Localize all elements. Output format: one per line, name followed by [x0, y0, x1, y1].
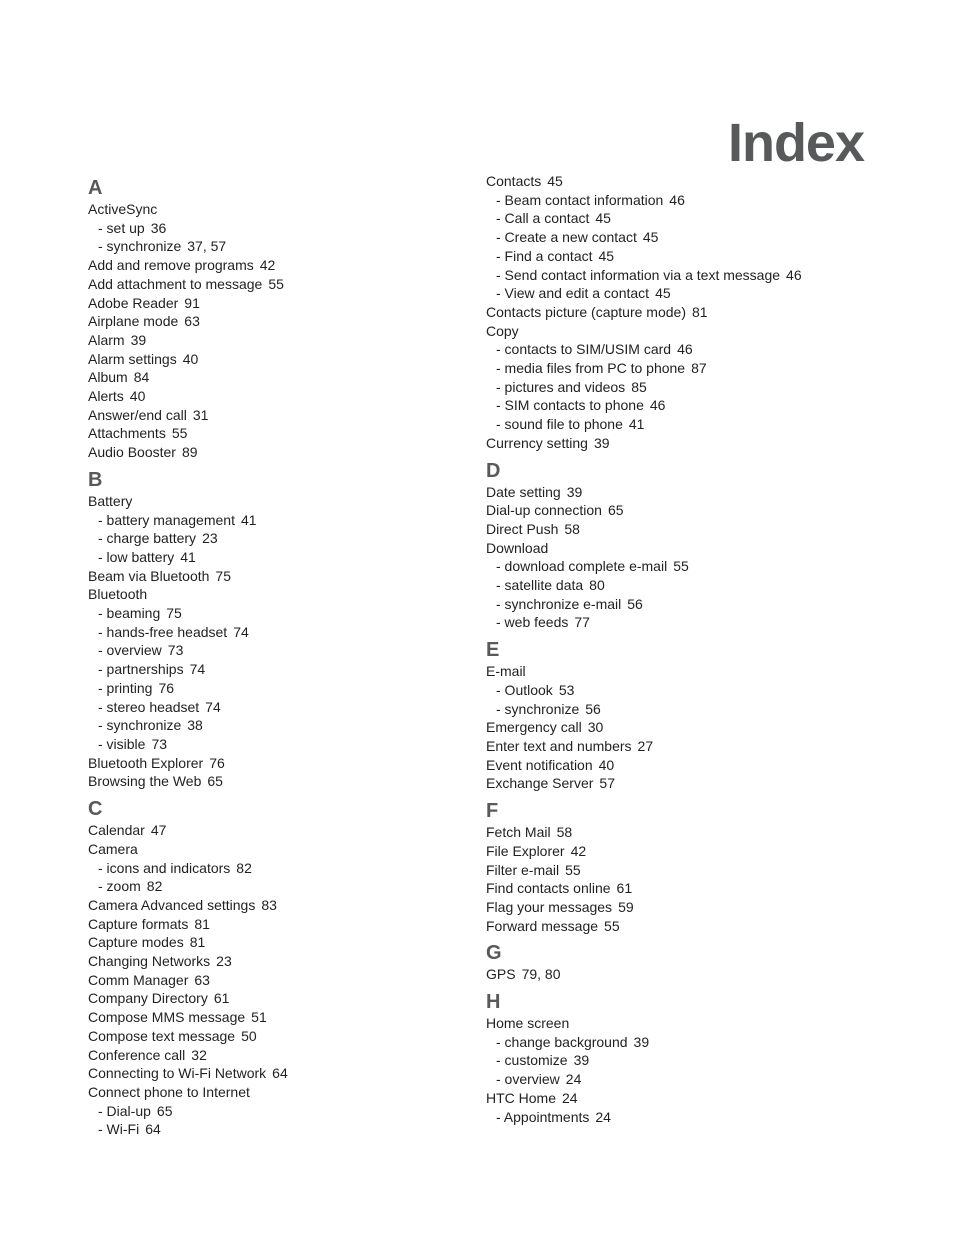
- entry-page-number: 64: [145, 1121, 161, 1138]
- entry-page-number: 23: [202, 530, 218, 547]
- entry-term: Forward message: [486, 917, 599, 934]
- entry-page-number: 41: [628, 416, 645, 433]
- entry-term: - View and edit a contact: [496, 285, 650, 302]
- index-entry: [88, 952, 468, 971]
- index-entry: [486, 861, 866, 880]
- entry-term: Emergency call: [486, 719, 582, 736]
- entry-page-number: 47: [150, 822, 167, 839]
- entry-term: Contacts: [486, 173, 542, 189]
- entry-page-number: 45: [595, 210, 611, 227]
- entry-term: Browsing the Web: [88, 773, 202, 790]
- entry-page-number: 79, 80: [521, 966, 561, 983]
- index-entry: [486, 718, 866, 737]
- index-entry: [88, 971, 468, 990]
- entry-term: Exchange Server: [486, 775, 594, 792]
- index-subentry: [486, 378, 866, 397]
- entry-term: - SIM contacts to phone: [496, 397, 644, 414]
- entry-term: ActiveSync: [88, 201, 158, 217]
- entry-term: - web feeds: [496, 614, 569, 631]
- index-entry: [88, 424, 468, 443]
- page-title: Index: [727, 113, 864, 174]
- entry-page-number: 38: [187, 717, 203, 734]
- entry-page-number: 46: [649, 397, 666, 414]
- entry-page-number: 82: [236, 859, 252, 876]
- entry-page-number: 31: [192, 406, 209, 423]
- index-entry: [486, 322, 866, 341]
- entry-page-number: 40: [598, 756, 615, 773]
- index-entry: [486, 842, 866, 861]
- entry-term: Answer/end call: [88, 406, 187, 423]
- entry-term: - visible: [98, 735, 146, 752]
- entry-page-number: 81: [189, 934, 206, 951]
- entry-page-number: 51: [251, 1009, 267, 1026]
- entry-page-number: 46: [786, 266, 802, 283]
- entry-term: Bluetooth: [88, 586, 148, 603]
- entry-page-number: 40: [182, 350, 199, 367]
- entry-page-number: 65: [156, 1102, 173, 1119]
- entry-page-number: 39: [593, 434, 610, 451]
- entry-page-number: 46: [669, 191, 685, 208]
- entry-term: Connecting to Wi-Fi Network: [88, 1065, 267, 1082]
- entry-term: - zoom: [98, 878, 141, 895]
- index-entry: [88, 406, 468, 425]
- index-subentry: [486, 1051, 866, 1070]
- index-entry: [88, 754, 468, 773]
- index-subentry: [486, 700, 866, 719]
- entry-page-number: 39: [573, 1052, 590, 1069]
- entry-page-number: 56: [585, 700, 601, 717]
- entry-term: - synchronize e-mail: [496, 595, 622, 612]
- entry-page-number: 61: [616, 880, 633, 897]
- index-section: [486, 638, 866, 793]
- index-entry: [88, 294, 468, 313]
- entry-term: - media files from PC to phone: [496, 360, 686, 377]
- entry-term: HTC Home: [486, 1089, 557, 1106]
- entry-page-number: 39: [633, 1033, 650, 1050]
- index-subentry: [486, 1070, 866, 1089]
- entry-term: Company Directory: [88, 990, 208, 1007]
- entry-term: Contacts picture (capture mode): [486, 303, 686, 320]
- entry-term: GPS: [486, 966, 516, 983]
- index-subentry: [486, 191, 866, 210]
- index-section: [486, 459, 866, 633]
- entry-page-number: 89: [181, 444, 198, 461]
- entry-page-number: 36: [150, 219, 167, 236]
- entry-page-number: 41: [180, 548, 196, 565]
- index-section: [88, 797, 468, 1139]
- index-subentry: [486, 576, 866, 595]
- entry-term: - synchronize: [98, 238, 182, 255]
- entry-page-number: 87: [691, 360, 707, 377]
- entry-page-number: 32: [191, 1046, 207, 1063]
- entry-page-number: 73: [151, 735, 168, 752]
- entry-term: - overview: [98, 642, 162, 659]
- entry-page-number: 24: [562, 1089, 578, 1106]
- entry-term: Home screen: [486, 1015, 570, 1032]
- entry-term: Camera: [88, 840, 138, 857]
- entry-term: E-mail: [486, 663, 526, 680]
- entry-page-number: 61: [213, 990, 230, 1007]
- entry-term: - partnerships: [98, 661, 184, 678]
- index-entry: [486, 172, 866, 191]
- entry-term: Adobe Reader: [88, 294, 179, 311]
- entry-term: - synchronize: [98, 717, 182, 734]
- entry-term: Capture formats: [88, 915, 189, 932]
- entry-page-number: 59: [618, 898, 634, 915]
- entry-term: Direct Push: [486, 520, 559, 537]
- index-subentry: [88, 529, 468, 548]
- index-entry: [486, 662, 866, 681]
- entry-page-number: 63: [184, 313, 200, 330]
- entry-page-number: 81: [194, 915, 210, 932]
- entry-page-number: 65: [607, 502, 624, 519]
- entry-term: Bluetooth Explorer: [88, 754, 204, 771]
- entry-page-number: 77: [574, 614, 590, 631]
- section-letter: F: [486, 800, 499, 823]
- index-entry: [88, 312, 468, 331]
- index-subentry: [486, 557, 866, 576]
- index-subentry: [88, 877, 468, 896]
- entry-page-number: 53: [558, 681, 575, 698]
- index-entry: [486, 917, 866, 936]
- index-subentry: [486, 396, 866, 415]
- index-section: [486, 799, 866, 935]
- index-entry: [88, 331, 468, 350]
- index-column-right: [486, 172, 866, 1132]
- index-entry: [486, 898, 866, 917]
- section-letter: D: [486, 459, 501, 482]
- index-entry: [88, 567, 468, 586]
- index-subentry: [88, 1102, 468, 1121]
- entry-term: - satellite data: [496, 577, 584, 594]
- index-subentry: [486, 613, 866, 632]
- index-section: [486, 172, 866, 453]
- entry-page-number: 58: [556, 824, 573, 841]
- entry-page-number: 40: [129, 388, 146, 405]
- entry-page-number: 81: [691, 303, 708, 320]
- entry-term: Conference call: [88, 1046, 186, 1063]
- section-letter: G: [486, 942, 502, 965]
- entry-term: Dial-up connection: [486, 502, 602, 519]
- index-entry: [88, 933, 468, 952]
- section-letter: B: [88, 468, 103, 491]
- index-subentry: [486, 415, 866, 434]
- entry-page-number: 46: [677, 341, 693, 358]
- entry-page-number: 27: [637, 737, 654, 754]
- index-entry: [88, 387, 468, 406]
- index-section: [88, 468, 468, 791]
- entry-term: - Wi-Fi: [98, 1121, 140, 1138]
- index-entry: [486, 965, 866, 984]
- entry-page-number: 63: [194, 971, 210, 988]
- index-subentry: [486, 247, 866, 266]
- entry-term: - set up: [98, 219, 145, 236]
- index-section: [88, 176, 468, 462]
- index-entry: [486, 483, 866, 502]
- entry-term: Changing Networks: [88, 953, 211, 970]
- index-subentry: [88, 511, 468, 530]
- index-entry: [486, 539, 866, 558]
- entry-term: Download: [486, 539, 549, 556]
- entry-term: Camera Advanced settings: [88, 896, 256, 913]
- index-subentry: [88, 716, 468, 735]
- index-subentry: [88, 604, 468, 623]
- index-subentry: [88, 641, 468, 660]
- entry-term: Compose MMS message: [88, 1009, 246, 1026]
- section-letter: E: [486, 639, 500, 662]
- index-entry: [88, 821, 468, 840]
- entry-term: Filter e-mail: [486, 861, 560, 878]
- entry-page-number: 91: [184, 294, 200, 311]
- entry-term: - low battery: [98, 548, 175, 565]
- entry-term: Add attachment to message: [88, 275, 263, 292]
- entry-page-number: 45: [547, 173, 563, 189]
- index-entry: [88, 1083, 468, 1102]
- entry-term: - Outlook: [496, 681, 553, 698]
- index-subentry: [486, 340, 866, 359]
- index-entry: [88, 896, 468, 915]
- entry-term: - printing: [98, 679, 153, 696]
- entry-term: - pictures and videos: [496, 378, 626, 395]
- entry-page-number: 37, 57: [187, 238, 227, 255]
- entry-page-number: 55: [171, 425, 188, 442]
- entry-page-number: 45: [655, 285, 671, 302]
- index-entry: [88, 840, 468, 859]
- entry-page-number: 84: [133, 369, 150, 386]
- index-entry: [88, 200, 468, 219]
- entry-term: Alerts: [88, 388, 124, 405]
- entry-page-number: 65: [207, 773, 223, 790]
- index-subentry: [486, 228, 866, 247]
- entry-term: Connect phone to Internet: [88, 1083, 250, 1100]
- entry-page-number: 64: [272, 1065, 288, 1082]
- entry-term: - beaming: [98, 605, 161, 622]
- entry-term: - contacts to SIM/USIM card: [496, 341, 672, 358]
- entry-term: - sound file to phone: [496, 416, 623, 433]
- entry-term: - overview: [496, 1071, 560, 1088]
- entry-term: Battery: [88, 492, 133, 509]
- entry-term: Calendar: [88, 822, 145, 839]
- entry-page-number: 58: [564, 520, 580, 537]
- entry-term: - customize: [496, 1052, 568, 1069]
- entry-page-number: 75: [166, 605, 182, 622]
- entry-term: - stereo headset: [98, 698, 200, 715]
- index-entry: [486, 1014, 866, 1033]
- entry-term: - battery management: [98, 511, 235, 528]
- index-subentry: [88, 237, 468, 256]
- entry-page-number: 42: [259, 257, 276, 274]
- entry-page-number: 85: [631, 378, 647, 395]
- entry-page-number: 41: [240, 511, 257, 528]
- index-section: [486, 941, 866, 984]
- entry-page-number: 24: [595, 1108, 611, 1125]
- entry-page-number: 55: [268, 275, 284, 292]
- index-entry: [486, 434, 866, 453]
- entry-page-number: 76: [158, 679, 175, 696]
- entry-page-number: 74: [189, 661, 206, 678]
- section-letter: C: [88, 798, 103, 821]
- entry-term: Find contacts online: [486, 880, 611, 897]
- entry-term: - icons and indicators: [98, 859, 231, 876]
- index-entry: [486, 303, 866, 322]
- index-subentry: [486, 284, 866, 303]
- entry-term: - Beam contact information: [496, 191, 664, 208]
- index-entry: [88, 492, 468, 511]
- entry-term: Beam via Bluetooth: [88, 567, 210, 584]
- entry-page-number: 24: [565, 1071, 582, 1088]
- index-subentry: [88, 1120, 468, 1139]
- index-subentry: [88, 735, 468, 754]
- entry-term: File Explorer: [486, 842, 565, 859]
- index-entry: [88, 256, 468, 275]
- entry-term: Audio Booster: [88, 444, 176, 461]
- index-entry: [486, 737, 866, 756]
- entry-term: Flag your messages: [486, 898, 613, 915]
- entry-page-number: 57: [599, 775, 615, 792]
- index-section: [486, 990, 866, 1126]
- entry-page-number: 55: [673, 558, 689, 575]
- entry-page-number: 74: [205, 698, 221, 715]
- index-subentry: [486, 209, 866, 228]
- entry-page-number: 39: [566, 483, 583, 500]
- index-entry: [486, 756, 866, 775]
- section-letter: H: [486, 991, 501, 1014]
- index-entry: [88, 443, 468, 462]
- index-entry: [486, 823, 866, 842]
- index-entry: [88, 1027, 468, 1046]
- entry-term: Enter text and numbers: [486, 737, 632, 754]
- entry-term: - synchronize: [496, 700, 580, 717]
- index-subentry: [486, 1108, 866, 1127]
- entry-term: - Call a contact: [496, 210, 590, 227]
- entry-term: Comm Manager: [88, 971, 189, 988]
- entry-page-number: 75: [215, 567, 231, 584]
- entry-term: - Appointments: [496, 1108, 590, 1125]
- entry-term: Fetch Mail: [486, 824, 551, 841]
- entry-page-number: 30: [587, 719, 604, 736]
- index-column-left: [88, 172, 468, 1145]
- entry-term: - Dial-up: [98, 1102, 151, 1119]
- index-entry: [88, 915, 468, 934]
- entry-term: - Create a new contact: [496, 229, 637, 246]
- index-entry: [88, 1046, 468, 1065]
- index-entry: [88, 350, 468, 369]
- index-subentry: [88, 660, 468, 679]
- entry-page-number: 83: [261, 896, 277, 913]
- index-entry: [486, 774, 866, 793]
- index-subentry: [486, 266, 866, 285]
- entry-term: - Find a contact: [496, 247, 593, 264]
- index-entry: [88, 1064, 468, 1083]
- index-entry: [88, 368, 468, 387]
- index-subentry: [88, 623, 468, 642]
- entry-page-number: 55: [604, 917, 620, 934]
- entry-page-number: 80: [589, 577, 605, 594]
- index-entry: [88, 1008, 468, 1027]
- entry-term: Copy: [486, 322, 519, 339]
- entry-term: - download complete e-mail: [496, 558, 668, 575]
- section-letter: A: [88, 177, 103, 199]
- entry-term: - Send contact information via a text message: [496, 266, 781, 283]
- entry-term: Capture modes: [88, 934, 184, 951]
- entry-term: Alarm: [88, 331, 125, 348]
- entry-page-number: 56: [627, 595, 643, 612]
- index-subentry: [486, 681, 866, 700]
- entry-term: - charge battery: [98, 530, 197, 547]
- entry-term: Event notification: [486, 756, 593, 773]
- index-entry: [88, 772, 468, 791]
- index-entry: [486, 520, 866, 539]
- entry-page-number: 74: [233, 623, 249, 640]
- entry-page-number: 55: [565, 861, 581, 878]
- entry-term: - change background: [496, 1033, 628, 1050]
- entry-page-number: 50: [241, 1027, 257, 1044]
- entry-term: Alarm settings: [88, 350, 177, 367]
- index-entry: [88, 585, 468, 604]
- index-entry: [486, 501, 866, 520]
- index-subentry: [486, 1033, 866, 1052]
- entry-page-number: 39: [130, 331, 147, 348]
- entry-page-number: 76: [209, 754, 225, 771]
- entry-page-number: 45: [598, 247, 615, 264]
- index-subentry: [88, 679, 468, 698]
- entry-term: Compose text message: [88, 1027, 236, 1044]
- entry-term: Add and remove programs: [88, 257, 254, 274]
- entry-page-number: 42: [570, 842, 587, 859]
- index-subentry: [486, 359, 866, 378]
- index-subentry: [88, 548, 468, 567]
- entry-page-number: 45: [642, 229, 659, 246]
- entry-page-number: 82: [146, 878, 163, 895]
- index-subentry: [88, 698, 468, 717]
- index-entry: [88, 989, 468, 1008]
- entry-term: Attachments: [88, 425, 166, 442]
- entry-term: Album: [88, 369, 128, 386]
- entry-term: Date setting: [486, 483, 561, 500]
- index-subentry: [88, 859, 468, 878]
- index-entry: [486, 1089, 866, 1108]
- index-entry: [88, 275, 468, 294]
- entry-term: - hands-free headset: [98, 623, 228, 640]
- index-subentry: [88, 219, 468, 238]
- entry-term: Airplane mode: [88, 313, 179, 330]
- index-subentry: [486, 595, 866, 614]
- entry-page-number: 23: [216, 953, 232, 970]
- entry-page-number: 73: [167, 642, 184, 659]
- entry-term: Currency setting: [486, 434, 588, 451]
- index-entry: [486, 879, 866, 898]
